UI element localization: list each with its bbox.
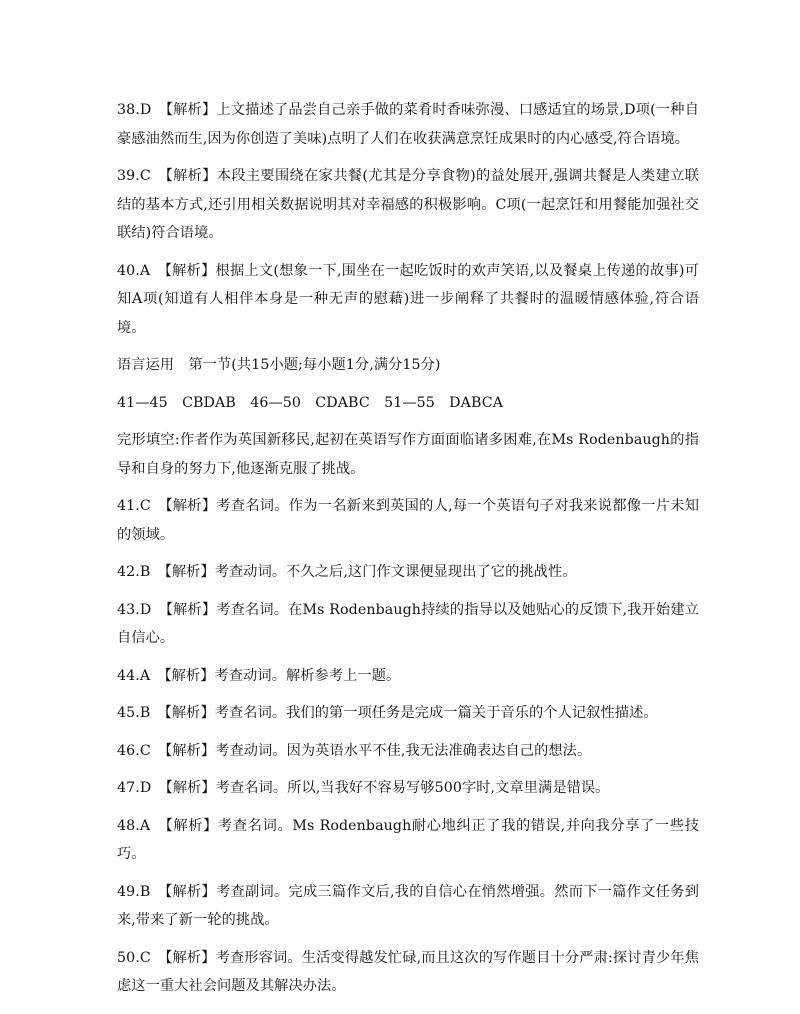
paragraph-46: 46.C 【解析】考查动词。因为英语水平不佳,我无法准确表达自己的想法。 [117, 742, 592, 759]
paragraph-43: 43.D 【解析】考查名词。在Ms Rodenbaugh持续的指导以及她贴心的反馈下,我开始建立自信心。 [117, 601, 699, 646]
paragraph-42: 42.B 【解析】考查动词。不久之后,这门作文课便显现出了它的挑战性。 [117, 564, 577, 580]
cloze-summary: 完形填空:作者作为英国新移民,起初在英语写作方面面临诸多困难,在Ms Rodenbaugh的指导和自身的努力下,他逐渐克服了挑战。 [117, 432, 699, 477]
paragraph-40: 40.A 【解析】根据上文(想象一下,围坐在一起吃饭时的欢声笑语,以及餐桌上传递的故事)可知A项(知道有人相伴本身是一种无声的慰藉)进一步阐释了共餐时的温暖情感体验,符合语境。 [117, 262, 699, 336]
paragraph-41: 41.C 【解析】考查名词。作为一名新来到英国的人,每一个英语句子对我来说都像一片未知的领域。 [117, 498, 699, 543]
paragraph-49: 49.B 【解析】考查副词。完成三篇作文后,我的自信心在悄然增强。然而下一篇作文任务到来,带来了新一轮的挑战。 [117, 883, 699, 928]
paragraph-38: 38.D 【解析】上文描述了品尝自己亲手做的菜肴时香味弥漫、口感适宜的场景,D项(一种自豪感油然而生,因为你创造了美味)点明了人们在收获满意烹饪成果时的内心感受,符合语境。 [117, 102, 699, 147]
answer-list: 41—45 CBDAB 46—50 CDABC 51—55 DABCA [117, 394, 504, 411]
paragraph-39: 39.C 【解析】本段主要围绕在家共餐(尤其是分享食物)的益处展开,强调共餐是人类建立联结的基本方式,还引用相关数据说明其对幸福感的积极影响。C项(一起烹饪和用餐能加强社交联结)符合语境。 [117, 168, 699, 241]
paragraph-48: 48.A 【解析】考查名词。Ms Rodenbaugh耐心地纠正了我的错误,并向我分享了一些技巧。 [117, 817, 699, 862]
section-heading: 语言运用 第一节(共15小题;每小题1分,满分15分) [117, 357, 441, 373]
paragraph-45: 45.B 【解析】考查名词。我们的第一项任务是完成一篇关于音乐的个人记叙性描述。 [117, 705, 658, 721]
answer-key-text [117, 96, 699, 1010]
paragraph-44: 44.A 【解析】考查动词。解析参考上一题。 [117, 667, 401, 684]
paragraph-50: 50.C 【解析】考查形容词。生活变得越发忙碌,而且这次的写作题目十分严肃:探讨青少年焦虑这一重大社会问题及其解决办法。 [117, 949, 699, 994]
paragraph-47: 47.D 【解析】考查名词。所以,当我好不容易写够500字时,文章里满是错误。 [117, 780, 610, 796]
